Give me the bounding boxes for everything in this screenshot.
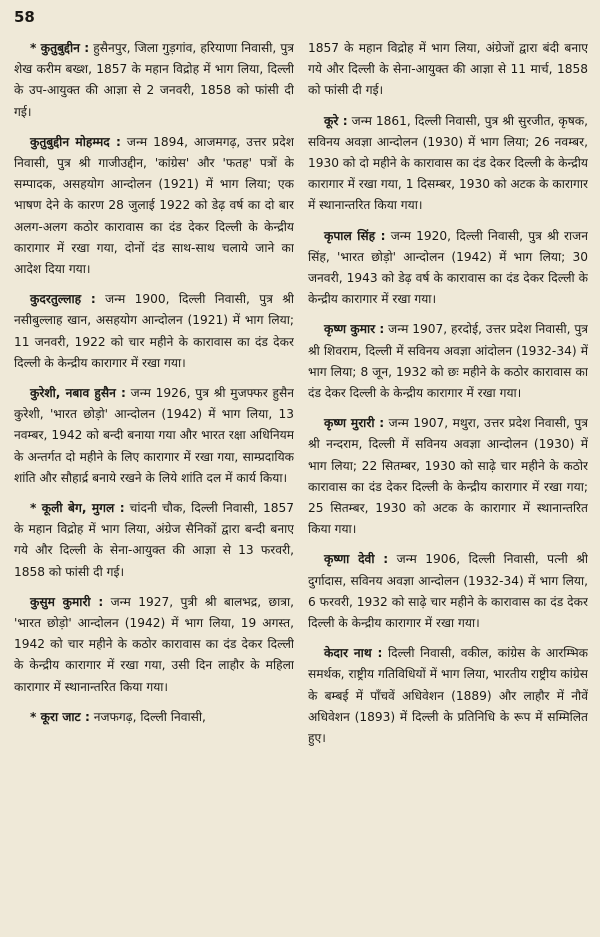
entry-name: * कूरा जाट :	[30, 709, 90, 724]
entry	[14, 383, 294, 489]
entry-name: * कुतुबुद्दीन :	[30, 41, 90, 55]
entry-text: जन्म 1906, दिल्ली निवासी, पत्नी श्री दुर्गादास, सविनय अवज्ञा आन्दोलन (1932-34) में भाग लिया, 6 फरवरी, 1932 को साढ़े चार महीने के कारावास का दंड देकर दिल्ली के केन्द्रीय कारागार में रखा गया।	[308, 552, 588, 631]
entry	[14, 707, 294, 728]
entry-continuation	[308, 38, 588, 102]
entry-text: जन्म 1926, पुत्र श्री मुजफ्फर हुसैन कुरेशी, 'भारत छोड़ो' आन्दोलन (1942) में भाग लिया, 13 नवम्बर, 1942 को बन्दी बनाया गया और भारत रक्षा अधिनियम के अन्तर्गत दो महीने के लिए कारागार में रखा गया, साम्प्रदायिक शांति और सौहार्द्र बनाये रखने के लिये शांति दल में कार्य किया।	[14, 386, 294, 485]
entry-text: दिल्ली निवासी, वकील, कांग्रेस के आरम्भिक समर्थक, राष्ट्रीय गतिविधियों में भाग लिया, भारतीय राष्ट्रीय कांग्रेस के बम्बई में पाँचवें अधिवेशन (1889) और लाहौर में नौवें अधिवेशन (1893) में दिल्ली के प्रतिनिधि के रूप में सम्मिलित हुए।	[308, 646, 588, 746]
entry	[14, 38, 294, 123]
entry-text: जन्म 1894, आजमगढ़, उत्तर प्रदेश निवासी, पुत्र श्री गाजीउद्दीन, 'कांग्रेस' और 'फतह' पत्रों के सम्पादक, असहयोग आन्दोलन (1921) में भाग लिया; एक भाषण देने के कारण 28 जुलाई 1922 को डेढ़ वर्ष का दो बार अलग-अलग कठोर कारावास का दंड देकर दिल्ली के केन्द्रीय कारागार में रखा गया, दोनों दंड साथ-साथ चलाये जाने का आदेश दिया गया।	[14, 134, 294, 277]
entry-name: कूरे :	[324, 113, 348, 128]
entry-text: चांदनी चौक, दिल्ली निवासी, 1857 के महान विद्रोह में भाग लिया, अंग्रेज सैनिकों द्वारा बन्दी बनाए गये और दिल्ली के सेना-आयुक्त की आज्ञा से 13 फरवरी, 1858 को फांसी दी गई।	[14, 501, 294, 579]
entry-name: कुरेशी, नबाव हुसैन :	[30, 386, 126, 401]
entry	[308, 111, 588, 217]
entry	[308, 643, 588, 749]
entry	[14, 132, 294, 280]
right-column	[308, 38, 588, 927]
entry	[14, 592, 294, 698]
entry-name: कृष्णा देवी :	[324, 552, 389, 567]
entry	[308, 413, 588, 540]
entry	[308, 226, 588, 311]
left-column	[14, 38, 294, 927]
entry-name: कुदरतुल्लाह :	[30, 292, 96, 307]
entry-name: कृष्ण मुरारी :	[324, 416, 385, 431]
entry-text: हुसैनपुर, जिला गुड़गांव, हरियाणा निवासी, पुत्र शेख करीम बख्श, 1857 के महान विद्रोह में भाग लिया, दिल्ली के उप-आयुक्त की आज्ञा से 2 जनवरी, 1858 को फांसी दी गई।	[14, 41, 294, 119]
entry-text: 1857 के महान विद्रोह में भाग लिया, अंग्रेजों द्वारा बंदी बनाए गये और दिल्ली के सेना-आयुक्त की आज्ञा से 11 मार्च, 1858 को फांसी दी गई।	[308, 41, 588, 98]
entry-text: नजफगढ़, दिल्ली निवासी,	[93, 709, 206, 724]
entry	[308, 319, 588, 404]
entry-text: जन्म 1907, हरदोई, उत्तर प्रदेश निवासी, पुत्र श्री शिवराम, दिल्ली में सविनय अवज्ञा आंदोलन (1932-34) में भाग लिया; 8 जून, 1932 को छः महीने के कठोर कारावास का दंड देकर दिल्ली के केन्द्रीय कारागार में रखा गया।	[308, 322, 588, 401]
page-number: 58	[14, 8, 35, 26]
entry-name: कृष्ण कुमार :	[324, 322, 385, 337]
entry-name: कुतुबुद्दीन मोहम्मद :	[30, 134, 121, 149]
entry-text: जन्म 1861, दिल्ली निवासी, पुत्र श्री सुरजीत, कृषक, सविनय अवज्ञा आन्दोलन (1930) में भाग लिया; 26 नवम्बर, 1930 को दो महीने के कारावास का दंड देकर दिल्ली के केन्द्रीय कारागार में रखा गया, 1 दिसम्बर, 1930 को अटक के कारागार में स्थानान्तरित किया गया।	[308, 113, 588, 213]
entry-text: जन्म 1920, दिल्ली निवासी, पुत्र श्री राजन सिंह, 'भारत छोड़ो' आन्दोलन (1942) में भाग लिया; 30 जनवरी, 1943 को डेढ़ वर्ष के कारावास का दंड देकर दिल्ली के केन्द्रीय कारागार में रखा गया।	[308, 228, 588, 307]
entry-text: जन्म 1907, मथुरा, उत्तर प्रदेश निवासी, पुत्र श्री नन्दराम, दिल्ली में सविनय अवज्ञा आन्दोलन (1930) में भाग लिया; 22 सितम्बर, 1930 को साढ़े चार महीने के कठोर कारावास का दंड देकर दिल्ली के केन्द्रीय कारागार में रखा गया; 25 सितम्बर, 1930 को अटक के कारागार में स्थानान्तरित किया गया।	[308, 416, 588, 537]
two-column-text	[14, 38, 588, 927]
entry-text: जन्म 1927, पुत्री श्री बालभद्र, छात्रा, 'भारत छोड़ो' आन्दोलन (1942) में भाग लिया, 19 अगस्त, 1942 को चार महीने के कठोर कारावास का दंड देकर दिल्ली के केन्द्रीय कारागार में रखा गया, उसी दिन लाहौर के महिला कारागार में स्थानान्तरित किया गया।	[14, 594, 294, 694]
entry	[308, 549, 588, 634]
entry	[14, 289, 294, 374]
entry-name: कृपाल सिंह :	[324, 228, 386, 243]
entry-text: जन्म 1900, दिल्ली निवासी, पुत्र श्री नसीबुल्लाह खान, असहयोग आन्दोलन (1921) में भाग लिया; 11 जनवरी, 1922 को चार महीने के कारावास का दंड देकर दिल्ली के केन्द्रीय कारागार में रखा गया।	[14, 292, 294, 370]
entry-name: केदार नाथ :	[324, 646, 383, 661]
entry-name: * कूली बेग, मुगल :	[30, 501, 125, 516]
entry-name: कुसुम कुमारी :	[30, 594, 104, 609]
entry	[14, 498, 294, 583]
